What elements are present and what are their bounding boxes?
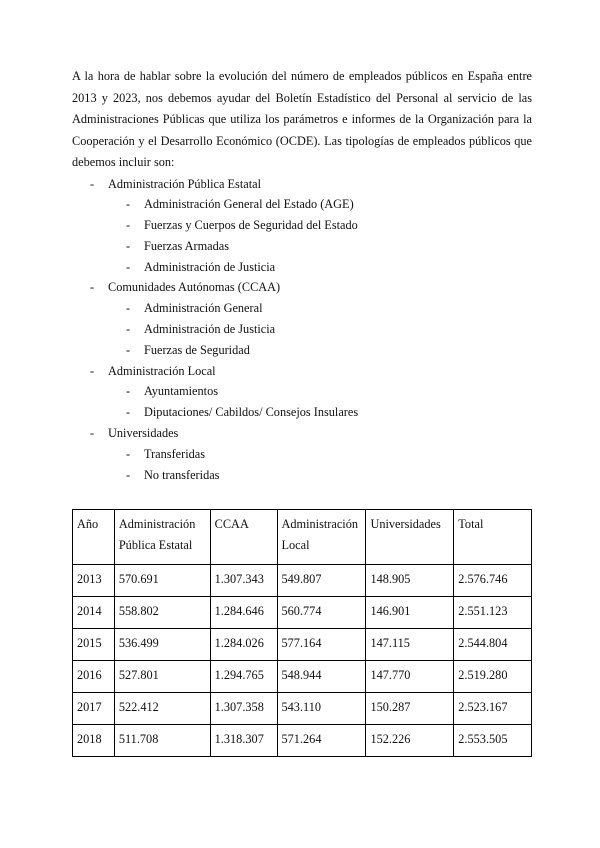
list-item: [108, 257, 532, 278]
list-item-group: [72, 277, 532, 298]
item-label: Administración General del Estado (AGE): [144, 197, 354, 212]
item-label: No transferidas: [144, 467, 220, 482]
bullet-dash: -: [90, 280, 95, 295]
list-item: [108, 215, 532, 236]
list-item: [108, 236, 532, 257]
table-cell: 577.164: [277, 629, 366, 661]
bullet-dash: -: [126, 384, 131, 399]
table-cell: 2017: [73, 693, 115, 725]
bullet-dash: -: [126, 301, 131, 316]
bullet-dash: -: [90, 176, 95, 191]
table-cell: 2016: [73, 661, 115, 693]
table-cell: 560.774: [277, 597, 366, 629]
table-cell: 558.802: [114, 597, 210, 629]
table-cell: 2.544.804: [454, 629, 532, 661]
header-cell-year: Año: [73, 510, 115, 565]
table-cell: 150.287: [366, 693, 454, 725]
group-label: Comunidades Autónomas (CCAA): [108, 280, 281, 295]
bullet-dash: -: [90, 363, 95, 378]
table-cell: 1.284.026: [210, 629, 277, 661]
table-cell: 548.944: [277, 661, 366, 693]
list-item-group: [72, 174, 532, 195]
table-cell: 571.264: [277, 725, 366, 757]
employees-table: [72, 509, 532, 757]
bullet-dash: -: [126, 405, 131, 420]
item-label: Fuerzas de Seguridad: [144, 342, 250, 357]
table-cell: 2013: [73, 565, 115, 597]
header-cell-local: Administración Local: [277, 510, 366, 565]
item-label: Diputaciones/ Cabildos/ Consejos Insulares: [144, 405, 359, 420]
list-item: [108, 402, 532, 423]
table-cell: 2014: [73, 597, 115, 629]
table-cell: 2.551.123: [454, 597, 532, 629]
bullet-dash: -: [126, 197, 131, 212]
header-cell-universities: Universidades: [366, 510, 454, 565]
table-cell: 2.553.505: [454, 725, 532, 757]
bullet-dash: -: [90, 426, 95, 441]
employee-types-list: [72, 174, 532, 486]
list-item: [108, 319, 532, 340]
table-cell: 511.708: [114, 725, 210, 757]
list-item: [108, 444, 532, 465]
table-cell: 2018: [73, 725, 115, 757]
bullet-dash: -: [126, 342, 131, 357]
table-cell: 2.576.746: [454, 565, 532, 597]
table-cell: 570.691: [114, 565, 210, 597]
document-body: [72, 66, 532, 485]
item-label: Transferidas: [144, 446, 206, 461]
group-label: Administración Local: [108, 363, 216, 378]
group-label: Universidades: [108, 426, 179, 441]
table-cell: 536.499: [114, 629, 210, 661]
item-label: Administración de Justicia: [144, 322, 276, 337]
table-cell: 1.307.358: [210, 693, 277, 725]
list-item: [108, 340, 532, 361]
header-cell-ccaa: CCAA: [210, 510, 277, 565]
item-label: Fuerzas y Cuerpos de Seguridad del Estado: [144, 218, 358, 233]
table-cell: 549.807: [277, 565, 366, 597]
item-label: Administración General: [144, 301, 263, 316]
table-row: [73, 597, 532, 629]
bullet-dash: -: [126, 259, 131, 274]
header-cell-state: Administración Pública Estatal: [114, 510, 210, 565]
list-item: [108, 194, 532, 215]
list-item-group: [72, 361, 532, 382]
table-cell: 2.519.280: [454, 661, 532, 693]
table-cell: 148.905: [366, 565, 454, 597]
table-cell: 1.307.343: [210, 565, 277, 597]
table-cell: 2015: [73, 629, 115, 661]
table-cell: 147.770: [366, 661, 454, 693]
item-label: Administración de Justicia: [144, 259, 276, 274]
list-item-group: [72, 423, 532, 444]
list-item: [108, 465, 532, 486]
table-cell: 2.523.167: [454, 693, 532, 725]
intro-paragraph: A la hora de hablar sobre la evolución del número de empleados públicos en España entre 2013 y 2023, nos debemos ayudar del Boletín Estadístico del Personal al servicio de las Administraciones Públicas que utiliza los parámetros e informes de la Organización para la Cooperación y el Desarrollo Económico (OCDE). Las tipologías de empleados públicos que debemos incluir son:: [72, 69, 532, 169]
list-item: [108, 381, 532, 402]
table-cell: 146.901: [366, 597, 454, 629]
list-item: [108, 298, 532, 319]
bullet-dash: -: [126, 238, 131, 253]
bullet-dash: -: [126, 467, 131, 482]
item-label: Fuerzas Armadas: [144, 238, 230, 253]
table-cell: 527.801: [114, 661, 210, 693]
item-label: Ayuntamientos: [144, 384, 219, 399]
table-row: [73, 661, 532, 693]
bullet-dash: -: [126, 446, 131, 461]
table-cell: 1.284.646: [210, 597, 277, 629]
table-row: [73, 565, 532, 597]
table-row: [73, 725, 532, 757]
group-label: Administración Pública Estatal: [108, 176, 261, 191]
bullet-dash: -: [126, 322, 131, 337]
table-cell: 543.110: [277, 693, 366, 725]
table-cell: 1.318.307: [210, 725, 277, 757]
table-cell: 522.412: [114, 693, 210, 725]
table-row: [73, 693, 532, 725]
table-row: [73, 629, 532, 661]
header-cell-total: Total: [454, 510, 532, 565]
table-cell: 1.294.765: [210, 661, 277, 693]
table-cell: 147.115: [366, 629, 454, 661]
table-cell: 152.226: [366, 725, 454, 757]
bullet-dash: -: [126, 218, 131, 233]
table-header-row: [73, 510, 532, 565]
